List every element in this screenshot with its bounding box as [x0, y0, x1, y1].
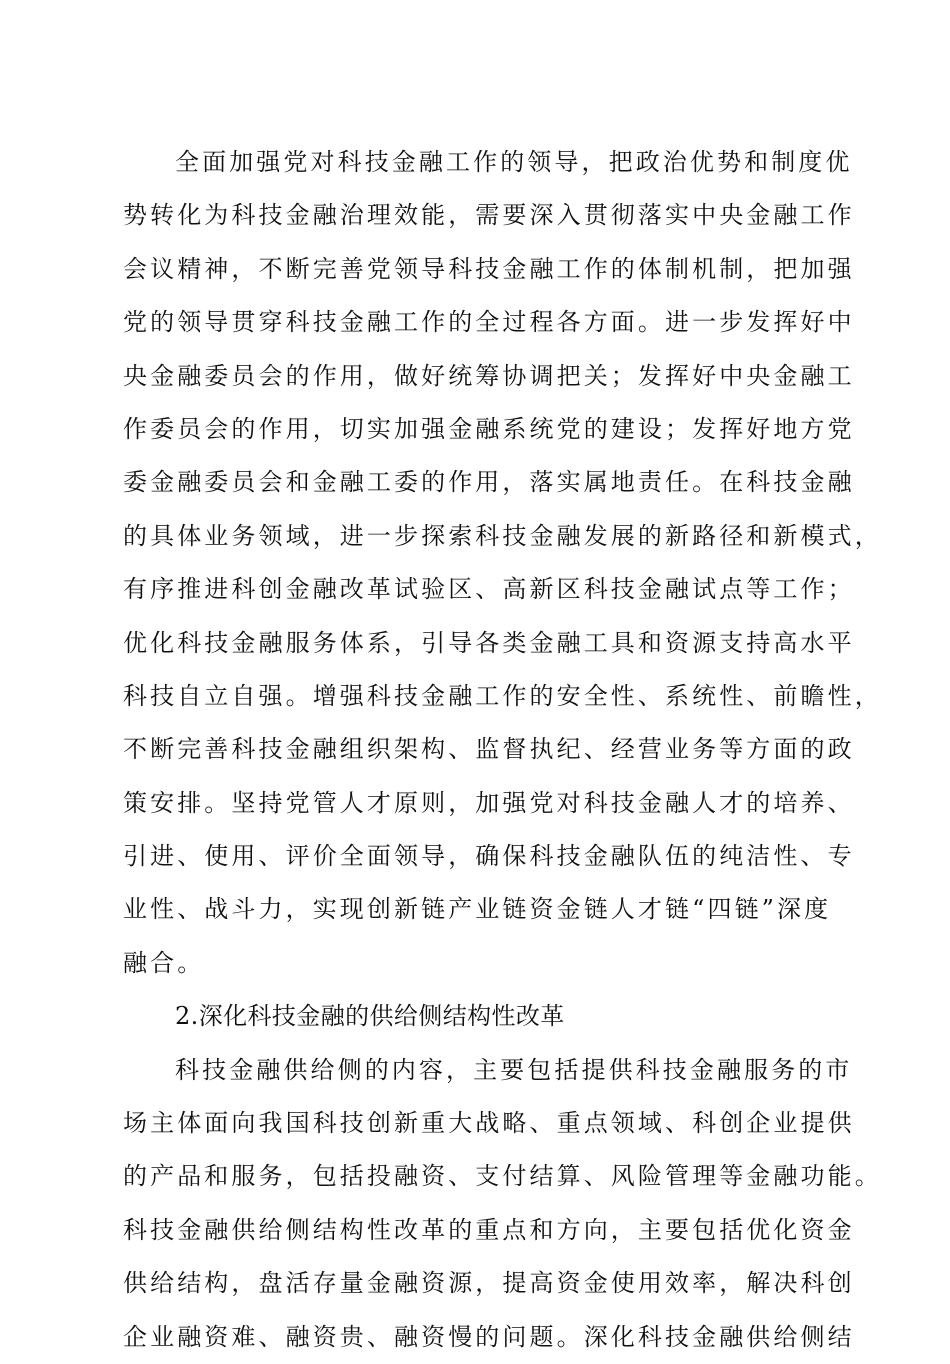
paragraph-1-line-15: 业性、战斗力，实现创新链产业链资金链人才链“四链”深度 — [123, 895, 832, 924]
paragraph-1-line-2: 势转化为科技金融治理效能，需要深入贯彻落实中央金融工作 — [123, 201, 855, 230]
paragraph-1-line-14: 引进、使用、评价全面领导，确保科技金融队伍的纯洁性、专 — [123, 842, 855, 871]
paragraph-2-line-4: 科技金融供给侧结构性改革的重点和方向，主要包括优化资金 — [123, 1215, 855, 1244]
paragraph-1-line-11: 科技自立自强。增强科技金融工作的安全性、系统性、前瞻性， — [123, 681, 882, 710]
paragraph-1-line-7: 委金融委员会和金融工委的作用，落实属地责任。在科技金融 — [123, 468, 855, 497]
paragraph-1-line-8: 的具体业务领域，进一步探索科技金融发展的新路径和新模式， — [123, 521, 882, 550]
paragraph-2-line-5: 供给结构，盘活存量金融资源，提高资金使用效率，解决科创 — [123, 1269, 855, 1298]
paragraph-1-line-12: 不断完善科技金融组织架构、监督执纪、经营业务等方面的政 — [123, 735, 855, 764]
paragraph-1-line-5: 央金融委员会的作用，做好统筹协调把关；发挥好中央金融工 — [123, 361, 855, 390]
paragraph-1-line-3: 会议精神，不断完善党领导科技金融工作的体制机制，把加强 — [123, 254, 855, 283]
paragraph-1-line-4: 党的领导贯穿科技金融工作的全过程各方面。进一步发挥好中 — [123, 308, 855, 337]
paragraph-1-line-6: 作委员会的作用，切实加强金融系统党的建设；发挥好地方党 — [123, 414, 855, 443]
paragraph-1-line-16: 融合。 — [123, 948, 205, 977]
paragraph-1-line-1: 全面加强党对科技金融工作的领导，把政治优势和制度优 — [175, 148, 853, 176]
paragraph-2-line-2: 场主体面向我国科技创新重大战略、重点领域、科创企业提供 — [123, 1109, 855, 1138]
section-heading: 2.深化科技金融的供给侧结构性改革 — [175, 1002, 565, 1031]
paragraph-2-line-3: 的产品和服务，包括投融资、支付结算、风险管理等金融功能。 — [123, 1162, 882, 1191]
document-body — [123, 136, 882, 1364]
paragraph-1-line-10: 优化科技金融服务体系，引导各类金融工具和资源支持高水平 — [123, 628, 855, 657]
paragraph-1-line-13: 策安排。坚持党管人才原则，加强党对科技金融人才的培养、 — [123, 788, 855, 817]
paragraph-2-line-1: 科技金融供给侧的内容，主要包括提供科技金融服务的市 — [175, 1055, 853, 1084]
paragraph-1-line-9: 有序推进科创金融改革试验区、高新区科技金融试点等工作； — [123, 575, 855, 604]
paragraph-2-line-6: 企业融资难、融资贵、融资慢的问题。深化科技金融供给侧结 — [123, 1322, 855, 1351]
